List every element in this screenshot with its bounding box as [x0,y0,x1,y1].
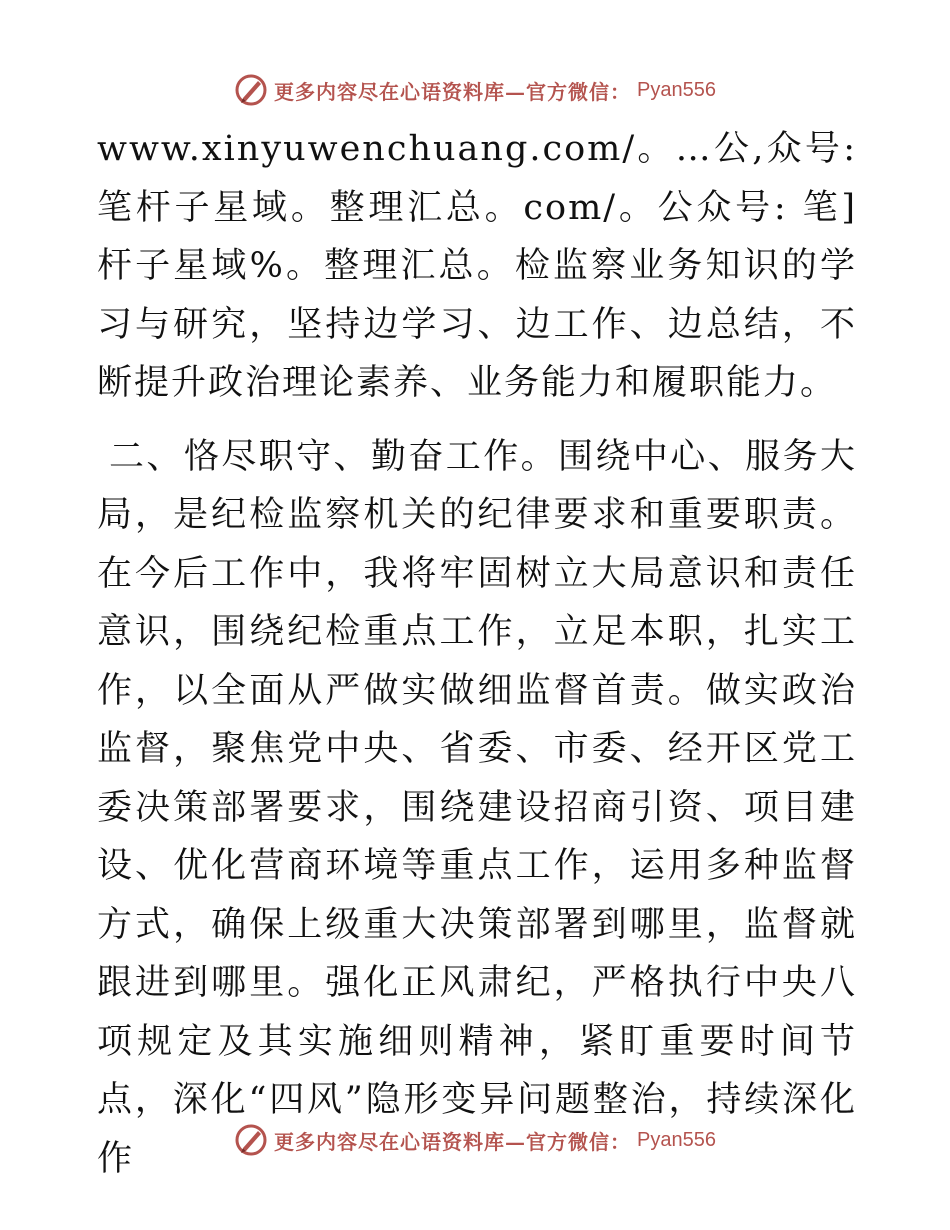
document-body [97,120,857,1188]
watermark-handle: Pyan556 [637,78,716,101]
watermark-text: 更多内容尽在心语资料库—官方微信： [274,1129,632,1154]
pen-logo-icon [234,1123,268,1157]
header-watermark [0,70,950,110]
footer-watermark [0,1120,950,1160]
watermark-handle: Pyan556 [637,1128,716,1151]
paragraph: www.xinyuwenchuang.com/。…公,众号: 笔杆子星域。整理汇总。com/。公众号: 笔]杆子星域%。整理汇总。检监察业务知识的学习与研究，坚持边学习、边工作、边总结，不断提升政治理论素养、业务能力和履职能力。 [97,129,857,403]
watermark-text: 更多内容尽在心语资料库—官方微信： [274,79,632,104]
pen-logo-icon [234,73,268,107]
paragraph: 二、恪尽职守、勤奋工作。围绕中心、服务大局，是纪检监察机关的纪律要求和重要职责。在今后工作中，我将牢固树立大局意识和责任意识，围绕纪检重点工作，立足本职，扎实工作，以全面从严做实做细监督首责。做实政治监督，聚焦党中央、省委、市委、经开区党工委决策部署要求，围绕建设招商引资、项目建设、优化营商环境等重点工作，运用多种监督方式，确保上级重大决策部署到哪里，监督就跟进到哪里。强化正风肃纪，严格执行中央八项规定及其实施细则精神，紧盯重要时间节点，深化“四风”隐形变异问题整治，持续深化作 [97,436,857,1179]
